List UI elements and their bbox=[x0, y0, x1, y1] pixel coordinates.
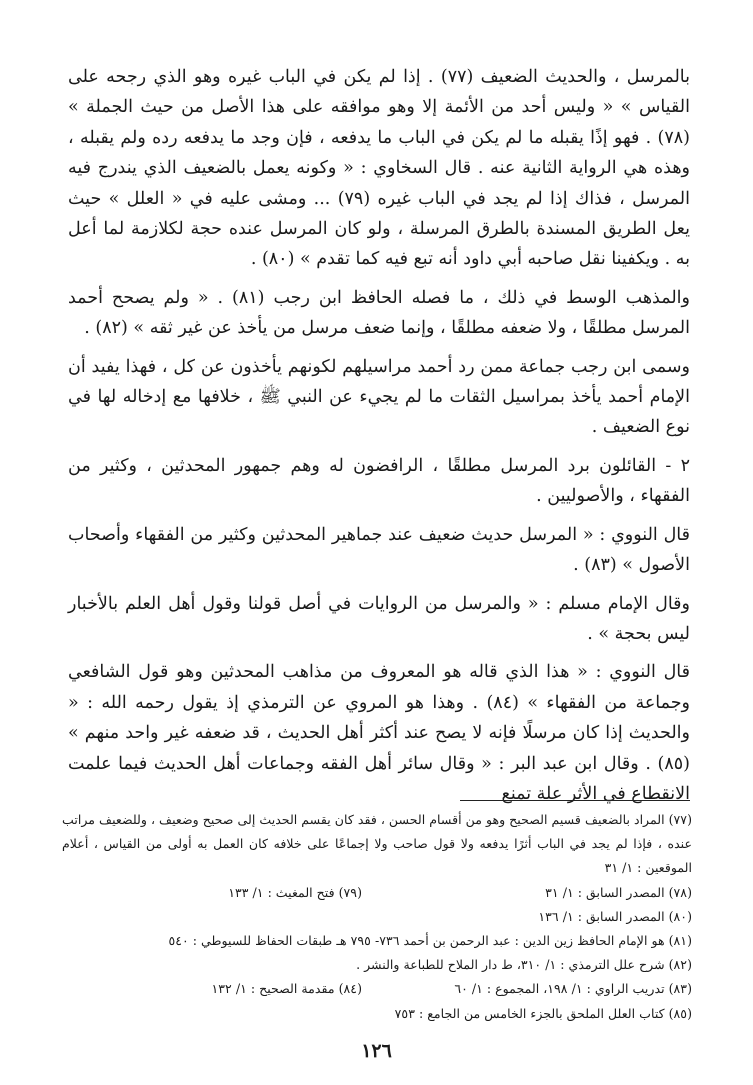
paragraph-6: وقال الإمام مسلم : « والمرسل من الروايات في أصل قولنا وقول أهل العلم بالأخبار ليس بحجة » . bbox=[68, 593, 690, 644]
footnote-79: (٧٩) فتح المغيث : ١/ ١٣٣ bbox=[228, 884, 362, 900]
footnote-77: (٧٧) المراد بالضعيف قسيم الصحيح وهو من أقسام الحسن ، فقد كان يقسم الحديث إلى صحيح وضعيف ، وللضعيف مراتب عنده ، فإذا لم يجد في الباب أثرًا يدفعه ولا قول صاحب ولا إجماعًا على خلافه كان العمل به أولى من القياس ، أعلام الموقعين : ١/ ٣١ bbox=[61, 812, 692, 876]
footnotes bbox=[62, 808, 692, 1026]
paragraph-7: قال النووي : « هذا الذي قاله هو المعروف من مذاهب المحدثين وهو قول الشافعي وجماعة من الفقهاء » (٨٤) . وهذا هو المروي عن الترمذي إذ يقول رحمه الله : « والحديث إذا كان مرسلًا فإنه لا يصح عند أكثر أهل الحديث ، قد ضعفه غير واحد منهم » (٨٥) . وقال ابن عبد البر : « وقال سائر أهل الفقه وجماعات أهل الحديث فيما علمت الانقطاع في الأثر علة تمنع bbox=[68, 662, 690, 804]
paragraph-3: وسمى ابن رجب جماعة ممن رد أحمد مراسيلهم لكونهم يأخذون عن كل ، فهذا يفيد أن الإمام أحمد يأخذ بمراسيل الثقات ما لم يجيء عن النبي ﷺ ، خلافها مع إدخاله لها في نوع الضعيف . bbox=[68, 356, 690, 438]
footnote-83: (٨٣) تدريب الراوي : ١/ ١٩٨، المجموع : ١/ ٦٠ bbox=[454, 981, 692, 997]
paragraph-2: والمذهب الوسط في ذلك ، ما فصله الحافظ ابن رجب (٨١) . « ولم يصحح أحمد المرسل مطلقًا ، ولا ضعفه مطلقًا ، وإنما ضعف مرسل من يأخذ عن غير ثقه » (٨٢) . bbox=[68, 287, 690, 339]
footnote-row-83-84 bbox=[62, 977, 692, 1001]
main-text bbox=[68, 62, 690, 817]
footnote-78: (٧٨) المصدر السابق : ١/ ٣١ bbox=[545, 884, 692, 900]
footnote-80: (٨٠) المصدر السابق : ١/ ١٣٦ bbox=[538, 908, 692, 924]
footnote-85: (٨٥) كتاب العلل الملحق بالجزء الخامس من الجامع : ٧٥٣ bbox=[394, 1005, 692, 1021]
page-number: ١٢٦ bbox=[361, 1040, 392, 1062]
footnote-divider bbox=[460, 800, 690, 801]
paragraph-1: بالمرسل ، والحديث الضعيف (٧٧) . إذا لم يكن في الباب غيره وهو الذي رجحه على القياس » « وليس أحد من الأئمة إلا وهو موافقه على هذا الأصل من حيث الجملة » (٧٨) . فهو إذًا يقبله ما لم يكن في الباب ما يدفعه ، فإن وجد ما يدفعه رده ولم يقبله ، وهذه هي الرواية الثانية عنه . قال السخاوي : « وكونه يعمل بالضعيف الذي يندرج فيه المرسل ، فذاك إذا لم يجد في الباب غيره (٧٩) ... ومشى عليه في « العلل » حيث يعل الطريق المسندة بالطرق المرسلة ، ولو كان المرسل عنده حجة لكلازمة لما أعل به . ويكفينا نقل صاحبه أبي داود أنه تبع فيه كما تقدم » (٨٠) . bbox=[68, 67, 690, 270]
paragraph-5: قال النووي : « المرسل حديث ضعيف عند جماهير المحدثين وكثير من الفقهاء وأصحاب الأصول » (٨٣) . bbox=[68, 524, 690, 576]
footnote-row-78-79 bbox=[62, 881, 692, 905]
footnote-82: (٨٢) شرح علل الترمذي : ١/ ٣١٠، ط دار الملاح للطباعة والنشر . bbox=[356, 957, 692, 973]
paragraph-4: ٢ - القائلون برد المرسل مطلقًا ، الرافضون له وهم جمهور المحدثين ، وكثير من الفقهاء ، والأصوليين . bbox=[68, 455, 690, 507]
footnote-84: (٨٤) مقدمة الصحيح : ١/ ١٣٢ bbox=[211, 981, 362, 997]
footnote-81: (٨١) هو الإمام الحافظ زين الدين : عبد الرحمن بن أحمد ٧٣٦- ٧٩٥ هـ طبقات الحفاظ للسيوطي : ٥٤٠ bbox=[168, 933, 692, 949]
